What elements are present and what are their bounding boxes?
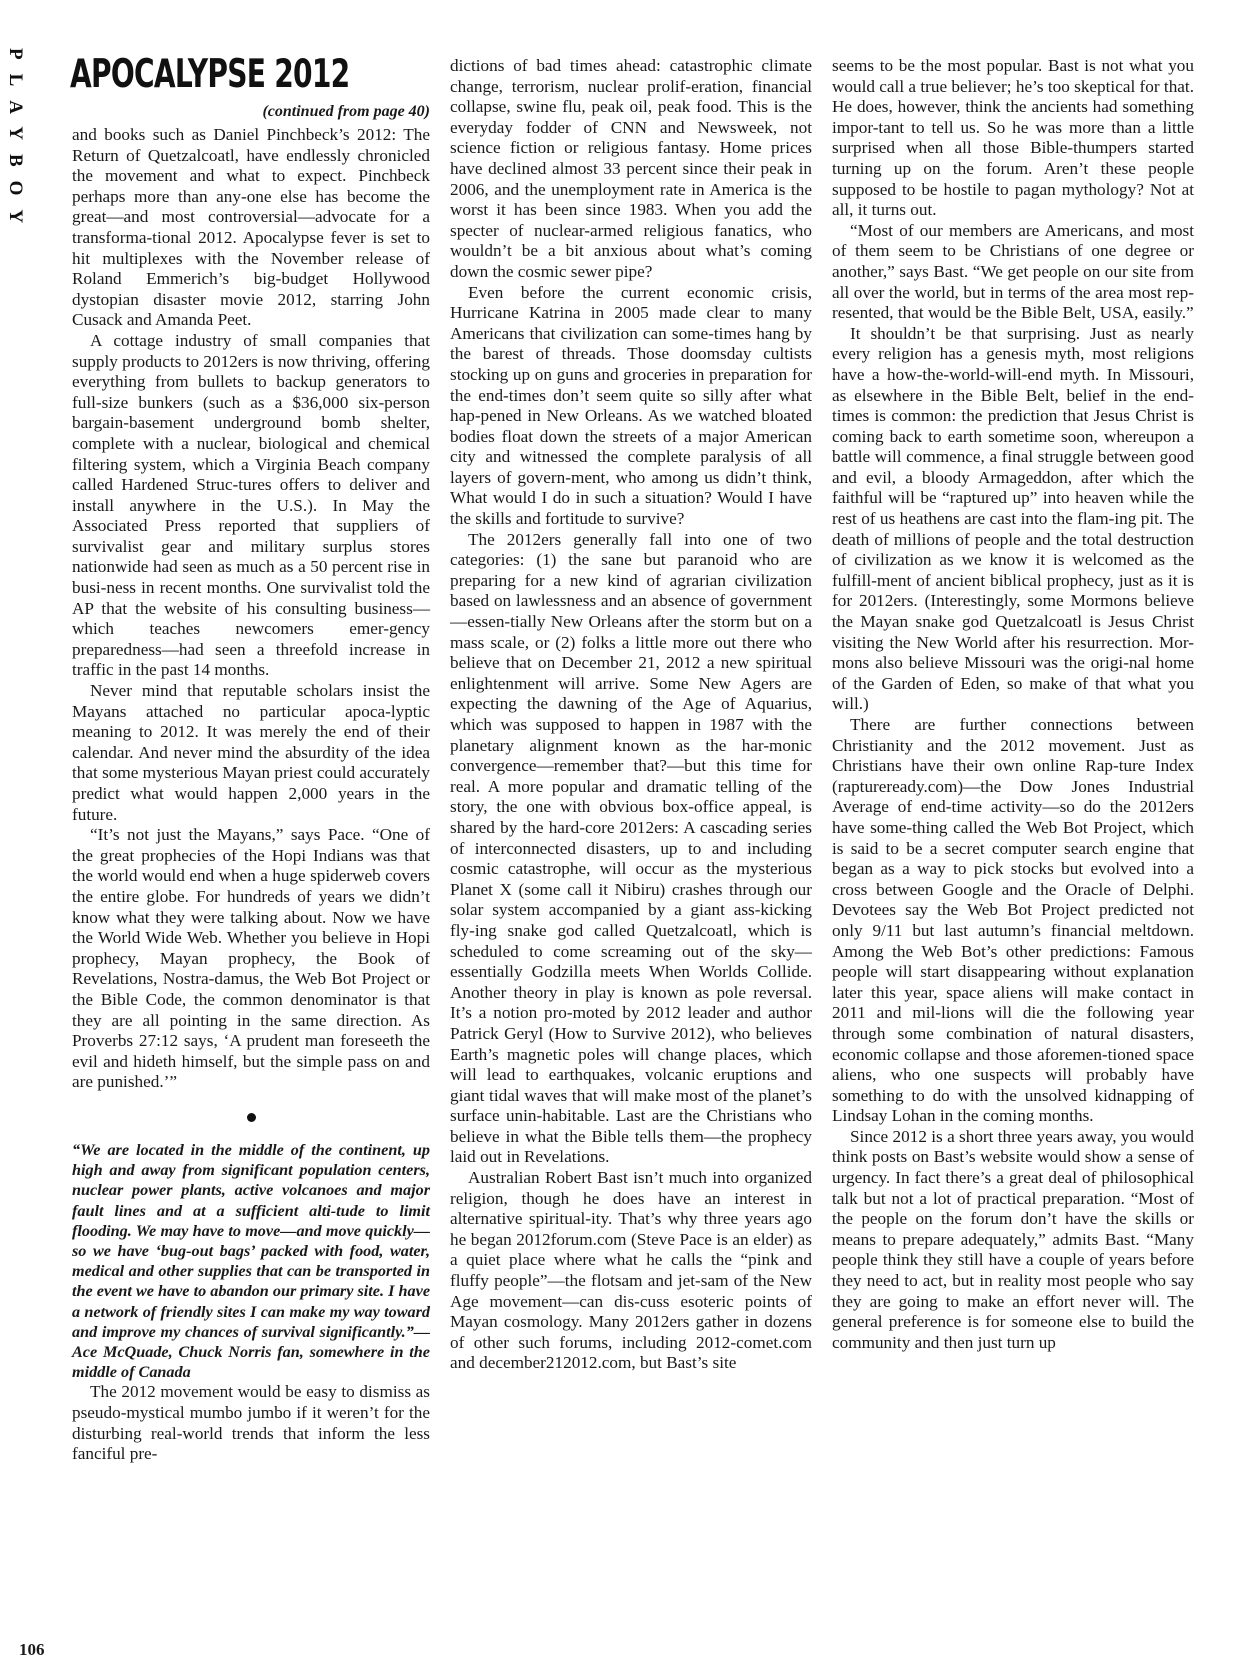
section-divider-bullet [247,1113,256,1122]
paragraph: and books such as Daniel Pinchbeck’s 2012: The Return of Quetzalcoatl, have endlessly chronicled the movement and what to expect. Pinchbeck perhaps more than any-one else has become the great—and most controversial—advocate for a transforma-tional 2012. Apocalypse fever is set to hit multiplexes with the November release of Roland Emmerich’s big-budget Hollywood dystopian disaster movie 2012, starring John Cusack and Amanda Peet. [72,125,430,330]
paragraph: Even before the current economic crisis, Hurricane Katrina in 2005 made clear to many Americans that civilization can some-times hang by the barest of threads. Those doomsday cultists stocking up on guns and groceries in preparation for the end-times don’t seem quite so silly after what hap-pened in New Orleans. As we watched bloated bodies float down the streets of a major American city and witnessed the complete paralysis of all layers of govern-ment, who among us didn’t think, What would I do in such a situation? Would I have the skills and fortitude to survive? [450,282,812,529]
paragraph: A cottage industry of small companies that supply products to 2012ers is now thriving, offering everything from bullets to backup generators to full-size bunkers (such as a $36,000 six-person bargain-basement underground bomb shelter, complete with a nuclear, biological and chemical filtering system, which a Virginia Beach company called Hardened Struc-tures offers to deliver and install anywhere in the U.S.). In May the Associated Press reported that suppliers of survivalist gear and military surplus stores nationwide had seen as much as a 50 percent rise in busi-ness in recent months. One survivalist told the AP that the website of his consulting business—which teaches newcomers emer-gency preparedness—had seen a threefold increase in traffic in the past 14 months. [72,330,430,680]
paragraph: “Most of our members are Americans, and most of them seem to be Christians of one degree or another,” says Bast. “We get people on our site from all over the world, but in terms of the area most rep-resented, that would be the Bible Belt, USA, easily.” [832,220,1194,323]
column-2 [450,56,812,1374]
paragraph: “It’s not just the Mayans,” says Pace. “One of the great prophecies of the Hopi Indians was that the world would end when a huge spiderweb covers the entire globe. For hundreds of years we didn’t know what they were talking about. Now we have the World Wide Web. Whether you believe in Hopi prophecy, Mayan prophecy, the Book of Revelations, Nostra-damus, the Web Bot Project or the Bible Code, the common denominator is that they are all pointing in the same direction. As Proverbs 27:12 says, ‘A prudent man foreseeth the evil and hideth himself, but the simple pass on and are punished.’” [72,825,430,1092]
paragraph: There are further connections between Christianity and the 2012 movement. Just as Christians have their own online Rap-ture Index (raptureready.com)—the Dow Jones Industrial Average of end-time activity—so do the 2012ers have some-thing called the Web Bot Project, which is said to be a secret computer search engine that began as a way to pick stocks but evolved into a cross between Google and the Oracle of Delphi. Devotees say the Web Bot Project predicted not only 9/11 but last autumn’s financial meltdown. Among the Web Bot’s other predictions: Famous people will start disappearing without explanation later this year, space aliens will make contact in 2011 and mil-lions will die the following year through some combination of natural disasters, economic collapse and those aforemen-tioned space aliens, who one suspects will probably have something to do with the unsolved kidnapping of Lindsay Lohan in the coming months. [832,715,1194,1126]
paragraph: seems to be the most popular. Bast is not what you would call a true believer; he’s too skeptical for that. He does, however, think the ancients had something impor-tant to tell us. So he was more than a little surprised when all those Bible-thumpers started turning up on the forum. Aren’t these people supposed to be hostile to pagan mythology? Not at all, it turns out. [832,56,1194,220]
paragraph: It shouldn’t be that surprising. Just as nearly every religion has a genesis myth, most religions have a how-the-world-will-end myth. In Missouri, as elsewhere in the Bible Belt, belief in the end-times is common: the prediction that Jesus Christ is coming back to earth sometime soon, whereupon a battle will commence, a final struggle between good and evil, a bloody Armageddon, after which the faithful will be “raptured up” into heaven while the rest of us heathens are cast into the flam-ing pit. The death of millions of people and the total destruction of civilization as we know it is welcomed as the fulfill-ment of ancient biblical prophecy, just as it is for 2012ers. (Interestingly, some Mormons believe the Mayan snake god Quetzalcoatl is Jesus Christ visiting the New World after his resurrection. Mor-mons also believe Missouri was the origi-nal home of the Garden of Eden, so make of that what you will.) [832,323,1194,714]
column-3 [832,56,1194,1353]
page-number: 106 [19,1640,45,1659]
paragraph: dictions of bad times ahead: catastrophic climate change, terrorism, nuclear prolif-eration, financial collapse, swine flu, peak oil, peak food. This is the everyday fodder of CNN and Newsweek, not science fiction or religious fantasy. Home prices have declined almost 33 percent since their peak in 2006, and the unemployment rate in America is the worst it has been since 1983. When you add the specter of nuclear-armed religious fanatics, who wouldn’t be a bit anxious about what’s coming down the cosmic sewer pipe? [450,56,812,281]
paragraph: The 2012 movement would be easy to dismiss as pseudo-mystical mumbo jumbo if it weren’t for the disturbing real-world trends that inform the less fanciful pre- [72,1382,430,1464]
continued-note: (continued from page 40) [262,103,430,120]
paragraph: The 2012ers generally fall into one of two categories: (1) the sane but paranoid who are preparing for a new kind of agrarian civilization based on lawlessness and an absence of government—essen-tially New Orleans after the storm but on a mass scale, or (2) folks a little more out there who believe that on December 21, 2012 a new spiritual enlightenment will arrive. Some New Agers are expecting the dawning of the Age of Aquarius, which was supposed to happen in 1987 with the planetary alignment known as the har-monic convergence—remember that?—but this time for real. A more popular and dramatic telling of the story, the one with obvious box-office appeal, is shared by the hard-core 2012ers: A cascading series of interconnected disasters, up to and including cosmic catastrophe, will occur as the mysterious Planet X (some call it Nibiru) crashes through our solar system accompanied by a giant ass-kicking fly-ing snake god called Quetzalcoatl, which is scheduled to come screaming out of the sky—essentially Godzilla meets When Worlds Collide. Another theory in play is known as pole reversal. It’s a notion pro-moted by 2012 leader and author Patrick Geryl (How to Survive 2012), who believes Earth’s magnetic poles will change places, which will lead to earthquakes, volcanic eruptions and giant tidal waves that will make most of the planet’s surface unin-habitable. Last are the Christians who believe in what the Bible tells them—the prophecy laid out in Revelations. [450,529,812,1167]
paragraph: Australian Robert Bast isn’t much into organized religion, though he does have an interest in alternative spiritual-ity. That’s why three years ago he began 2012forum.com (Steve Pace is an elder) as a quiet place where what he calls the “pink and fluffy people”—the flotsam and jet-sam of the New Age movement—can dis-cuss esoteric points of Mayan cosmology. Many 2012ers gather in dozens of other such forums, including 2012-comet.com and december212012.com, but Bast’s site [450,1168,812,1373]
pull-quote: “We are located in the middle of the continent, up high and away from significant population centers, nuclear power plants, active volcanoes and major fault lines and at a sufficient alti-tude to limit flooding. We may have to move—and move quickly—so we have ‘bug-out bags’ packed with food, water, medical and other supplies that can be transported in the event we have to abandon our primary site. I have a network of friendly sites I can make my way toward and improve my chances of survival significantly.”—Ace McQuade, Chuck Norris fan, somewhere in the middle of Canada [72,1140,430,1382]
column-1 [72,125,430,1465]
side-label-text: PLAYBOY [5,48,26,238]
paragraph: Since 2012 is a short three years away, you would think posts on Bast’s website would show a sense of urgency. In fact there’s a great deal of philosophical talk but not a lot of practical preparation. “Most of the people on the forum don’t have the skills or means to prepare adequately,” admits Bast. “Many people think they still have a couple of years before they need to act, but in reality most people who say they are going to make an effort never will. The general preference is for someone else to build the community and then just turn up [832,1126,1194,1352]
article-headline: APOCALYPSE 2012 [70,52,350,97]
paragraph: Never mind that reputable scholars insist the Mayans attached no particular apoca-lyptic meaning to 2012. It was merely the end of their calendar. And never mind the absurdity of the idea that some mysterious Mayan priest could accurately predict what would happen 2,000 years in the future. [72,681,430,824]
magazine-side-label [6,48,26,237]
